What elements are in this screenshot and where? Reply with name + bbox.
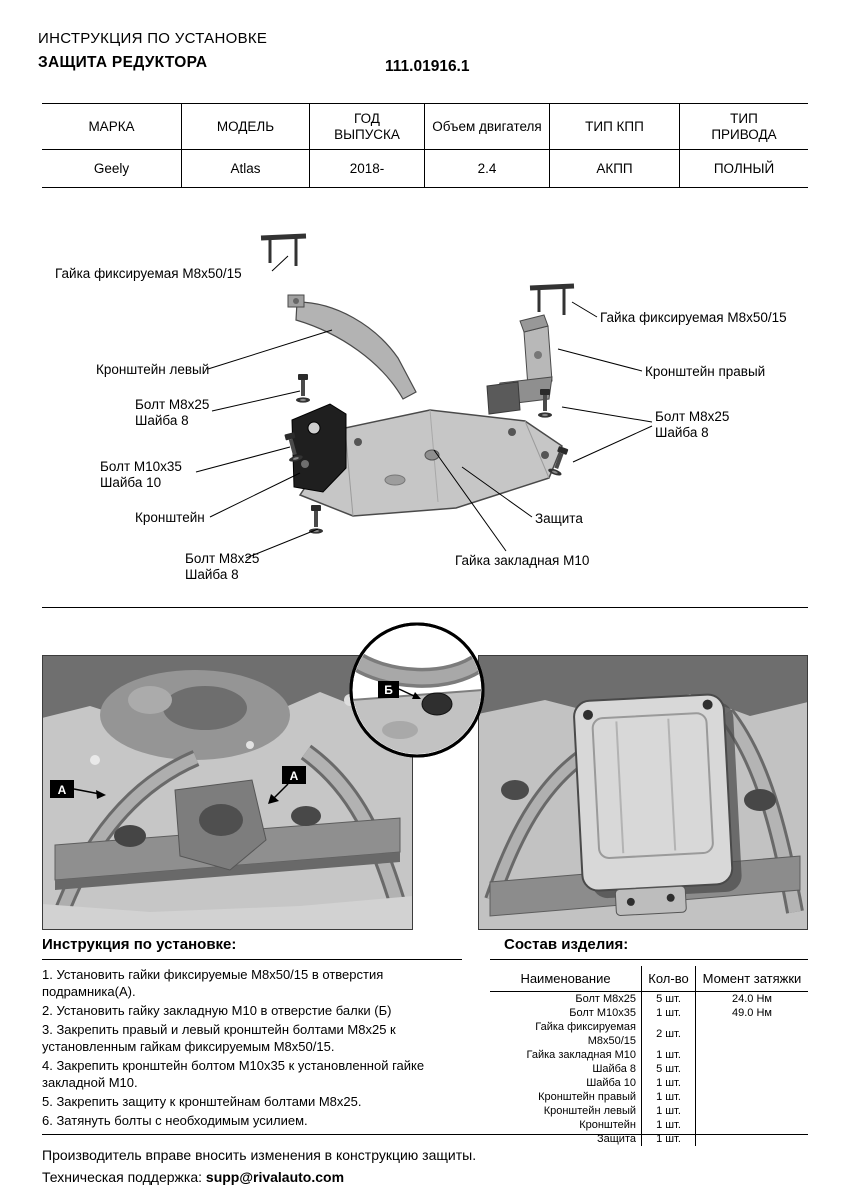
part-qty: 1 шт.: [642, 1132, 696, 1146]
leader-lines: [196, 256, 652, 558]
part-right-bracket: [487, 315, 552, 414]
header-text: ВЫПУСКА: [334, 126, 400, 142]
header-text: МАРКА: [88, 118, 135, 134]
part-torque: 49.0 Нм: [732, 1007, 772, 1019]
part-name: Болт М8х25: [490, 992, 642, 1006]
table-row: [490, 1090, 808, 1104]
label-bolt-m10: [100, 459, 182, 491]
label-bracket-center: [135, 510, 205, 526]
part-name: Гайка фиксируемая М8х50/15: [490, 1020, 642, 1048]
part-qty: 1 шт.: [642, 1006, 696, 1020]
support-email: supp@rivalauto.com: [205, 1169, 345, 1185]
label-bracket-right: [645, 364, 765, 380]
part-name: Защита: [490, 1132, 642, 1146]
parts-col-torque: Момент затяжки: [696, 966, 808, 992]
parts-col-qty: Кол-во: [642, 966, 696, 992]
label-text: Кронштейн левый: [96, 362, 210, 377]
document-header: [38, 30, 267, 72]
part-name: Кронштейн левый: [490, 1104, 642, 1118]
part-torque: [696, 1104, 808, 1118]
label-text: Шайба 10: [100, 475, 162, 490]
label-protection: [535, 511, 583, 527]
manufacturer-note: Производитель вправе вносить изменения в конструкцию защиты.: [42, 1147, 477, 1163]
instruction-step: 5. Закрепить защиту к кронштейнам болтами М8х25.: [42, 1094, 362, 1109]
label-text: Гайка закладная М10: [455, 553, 590, 568]
part-torque: [696, 1062, 808, 1076]
vehicle-year: 2018-: [310, 150, 425, 187]
label-text: Болт М8х25: [185, 551, 260, 566]
bolt-icon: [296, 374, 310, 403]
support-line: [42, 1166, 808, 1188]
photo-right-installed: [478, 655, 808, 930]
part-left-bracket: [288, 295, 416, 399]
photo-callout: [351, 624, 484, 756]
part-qty: 1 шт.: [642, 1076, 696, 1090]
product-name: ЗАЩИТА РЕДУКТОРА: [38, 54, 208, 71]
part-qty: 2 шт.: [642, 1020, 696, 1048]
part-name: Шайба 10: [490, 1076, 642, 1090]
vehicle-brand: Geely: [42, 150, 182, 187]
exploded-diagram: [0, 195, 849, 605]
parts-list: [490, 936, 808, 1146]
part-torque: [696, 1076, 808, 1090]
label-bolt-m8-bottom: [185, 551, 259, 583]
part-qty: 5 шт.: [642, 992, 696, 1006]
table-row: [490, 1006, 808, 1020]
part-torque: [696, 1118, 808, 1132]
instruction-step: 1. Установить гайки фиксируемые М8х50/15 в отверстия подрамника(А).: [42, 967, 384, 999]
label-text: Гайка фиксируемая М8х50/15: [600, 310, 787, 325]
table-row: [490, 1104, 808, 1118]
instruction-step: 4. Закрепить кронштейн болтом М10х35 к установленной гайке закладной М10.: [42, 1058, 425, 1090]
part-torque: [696, 1020, 808, 1048]
header-text: МОДЕЛЬ: [216, 118, 275, 134]
bolt-icon: [538, 389, 552, 418]
parts-list-title: Состав изделия:: [504, 936, 629, 953]
vehicle-table-data-row: [42, 150, 808, 187]
installation-photos: [0, 600, 849, 940]
vehicle-engine: 2.4: [425, 150, 550, 187]
parts-list-divider: [490, 959, 808, 960]
label-text: Шайба 8: [135, 413, 189, 428]
part-qty: 1 шт.: [642, 1118, 696, 1132]
header-text: ГОД: [354, 110, 380, 126]
vehicle-col-header-year: [310, 104, 425, 149]
document-title: ИНСТРУКЦИЯ ПО УСТАНОВКЕ: [38, 30, 268, 47]
label-fixing-nut-left: [55, 266, 242, 282]
part-qty: 1 шт.: [642, 1104, 696, 1118]
instructions-title: Инструкция по установке:: [42, 936, 237, 953]
part-torque: 24.0 Нм: [732, 993, 772, 1005]
document-footer: [42, 1134, 808, 1188]
table-row: [490, 1118, 808, 1132]
part-torque: [696, 1090, 808, 1104]
label-text: Защита: [535, 511, 583, 526]
table-row: [490, 1048, 808, 1062]
table-row: [490, 1062, 808, 1076]
instruction-step: 3. Закрепить правый и левый кронштейн болтами М8х25 к установленным гайкам фиксируемым М8х50/15.: [42, 1022, 396, 1054]
label-text: Гайка фиксируемая М8х50/15: [55, 266, 242, 281]
part-qty: 1 шт.: [642, 1090, 696, 1104]
part-qty: 5 шт.: [642, 1062, 696, 1076]
part-number: 111.01916.1: [385, 58, 470, 75]
part-name: Болт М10х35: [490, 1006, 642, 1020]
vehicle-col-header-model: [182, 104, 310, 149]
label-text: Шайба 8: [185, 567, 239, 582]
label-bolt-m8-left: [135, 397, 209, 429]
label-text: Кронштейн: [135, 510, 205, 525]
label-text: Кронштейн правый: [645, 364, 766, 379]
support-label: Техническая поддержка:: [42, 1169, 203, 1185]
vehicle-table: [42, 103, 808, 188]
part-fixing-nut-right: [530, 286, 574, 315]
label-text: Болт М10х35: [100, 459, 182, 474]
vehicle-model: Atlas: [182, 150, 310, 187]
vehicle-drive: ПОЛНЫЙ: [713, 160, 775, 176]
parts-header-row: [490, 966, 808, 992]
header-text: ТИП: [730, 110, 758, 126]
instruction-step: 6. Затянуть болты с необходимым усилием.: [42, 1113, 308, 1128]
label-text: Болт М8х25: [135, 397, 210, 412]
part-fixing-nut-left: [261, 236, 306, 266]
vehicle-col-header-gearbox: [550, 104, 680, 149]
installation-instructions: [42, 936, 462, 1131]
part-torque: [696, 1048, 808, 1062]
label-bolt-m8-right: [655, 409, 729, 441]
label-bracket-left: [96, 362, 209, 378]
part-name: Кронштейн: [490, 1118, 642, 1132]
header-text: Объем двигателя: [432, 118, 542, 134]
part-name: Гайка закладная М10: [490, 1048, 642, 1062]
table-row: [490, 992, 808, 1006]
label-fixing-nut-right: [600, 310, 787, 326]
header-text: ТИП КПП: [585, 118, 644, 134]
marker-b-label: Б: [384, 683, 393, 697]
instructions-divider: [42, 959, 462, 960]
vehicle-gearbox: АКПП: [550, 150, 680, 187]
marker-a-label: А: [289, 769, 299, 783]
table-row: [490, 1020, 808, 1048]
label-text: Шайба 8: [655, 425, 709, 440]
installed-protection-plate: [573, 693, 743, 917]
vehicle-col-header-brand: [42, 104, 182, 149]
part-name: Шайба 8: [490, 1062, 642, 1076]
part-qty: 1 шт.: [642, 1048, 696, 1062]
label-text: Болт М8х25: [655, 409, 730, 424]
header-text: ПРИВОДА: [711, 126, 777, 142]
parts-col-name: Наименование: [490, 966, 642, 992]
label-embedded-nut: [455, 553, 589, 569]
vehicle-col-header-drive: [680, 104, 808, 149]
marker-a-label: А: [57, 783, 67, 797]
table-row: [490, 1076, 808, 1090]
instruction-step: 2. Установить гайку закладную М10 в отверстие балки (Б): [42, 1003, 392, 1018]
vehicle-col-header-engine: [425, 104, 550, 149]
vehicle-table-header-row: [42, 104, 808, 150]
part-name: Кронштейн правый: [490, 1090, 642, 1104]
